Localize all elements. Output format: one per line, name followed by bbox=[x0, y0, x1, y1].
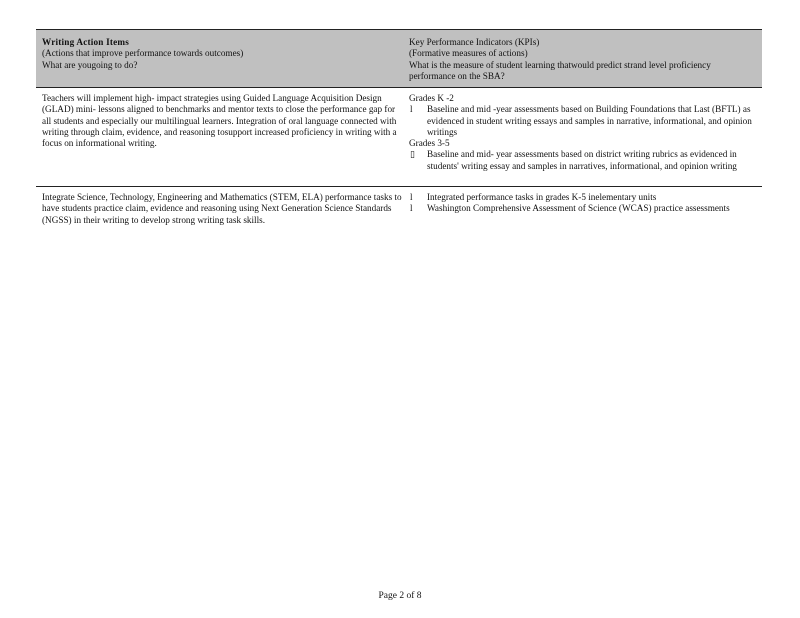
action-text: Integrate Science, Technology, Engineering and Mathematics (STEM, ELA) performance tasks to have students practice claim, evidence and reasoning using Next Generation Science Standards (NGSS) in their writing to develop strong writing task skills. bbox=[42, 192, 402, 225]
header-right-subtitle: (Formative measures of actions) bbox=[409, 48, 528, 59]
header-writing-action-items bbox=[36, 30, 403, 87]
bullet-icon: l bbox=[410, 192, 413, 202]
list-item-text: Baseline and mid- year assessments based on district writing rubrics as evidenced in students' writing essay and samples in narratives, informational, and opinion writing bbox=[427, 149, 737, 171]
bullet-icon: ▯ bbox=[410, 149, 415, 160]
table-header-row bbox=[36, 30, 762, 88]
list-item bbox=[409, 203, 754, 214]
list-item-text: Washington Comprehensive Assessment of Science (WCAS) practice assessments bbox=[427, 203, 730, 214]
header-left-subtitle: (Actions that improve performance towards outcomes) bbox=[42, 48, 244, 59]
grade-k2-label: Grades K -2 bbox=[409, 93, 454, 103]
action-plan-table bbox=[36, 29, 762, 247]
header-right-title: Key Performance Indicators (KPIs) bbox=[409, 37, 540, 47]
table-row bbox=[36, 187, 762, 247]
list-item-text: Integrated performance tasks in grades K-5 inelementary units bbox=[427, 192, 657, 202]
bullet-icon: l bbox=[410, 203, 413, 214]
header-left-title: Writing Action Items bbox=[42, 37, 130, 47]
action-text: Teachers will implement high- impact strategies using Guided Language Acquisition Design (GLAD) mini- lessons aligned to benchmarks and mentor texts to close the performance gap for all students and especially our multilingual learners. Integration of oral language connected with writing through claim, evidence, and reasoning tosupport increased proficiency in writing with a focus on informational writing. bbox=[42, 93, 397, 149]
kpi-list bbox=[409, 192, 754, 215]
kpi-cell bbox=[403, 88, 762, 186]
bullet-icon: l bbox=[410, 104, 413, 115]
list-item bbox=[409, 149, 754, 172]
action-cell bbox=[36, 88, 403, 186]
header-left-question: What are yougoing to do? bbox=[42, 59, 138, 70]
table-row bbox=[36, 88, 762, 187]
list-item bbox=[409, 192, 754, 203]
kpi-cell bbox=[403, 187, 762, 247]
grade-35-list bbox=[409, 149, 754, 172]
header-kpis bbox=[403, 30, 762, 87]
list-item-text: Baseline and mid -year assessments based on Building Foundations that Last (BFTL) as evidenced in student writing essays and samples in narrative, informational, and opinion writings bbox=[427, 104, 752, 137]
grade-k2-list bbox=[409, 104, 754, 138]
grade-35-label: Grades 3-5 bbox=[409, 138, 450, 149]
action-cell bbox=[36, 187, 403, 247]
header-right-question: What is the measure of student learning thatwould predict strand level proficiency performance on the SBA? bbox=[409, 59, 711, 81]
list-item bbox=[409, 104, 754, 138]
page-number: Page 2 of 8 bbox=[378, 591, 422, 601]
